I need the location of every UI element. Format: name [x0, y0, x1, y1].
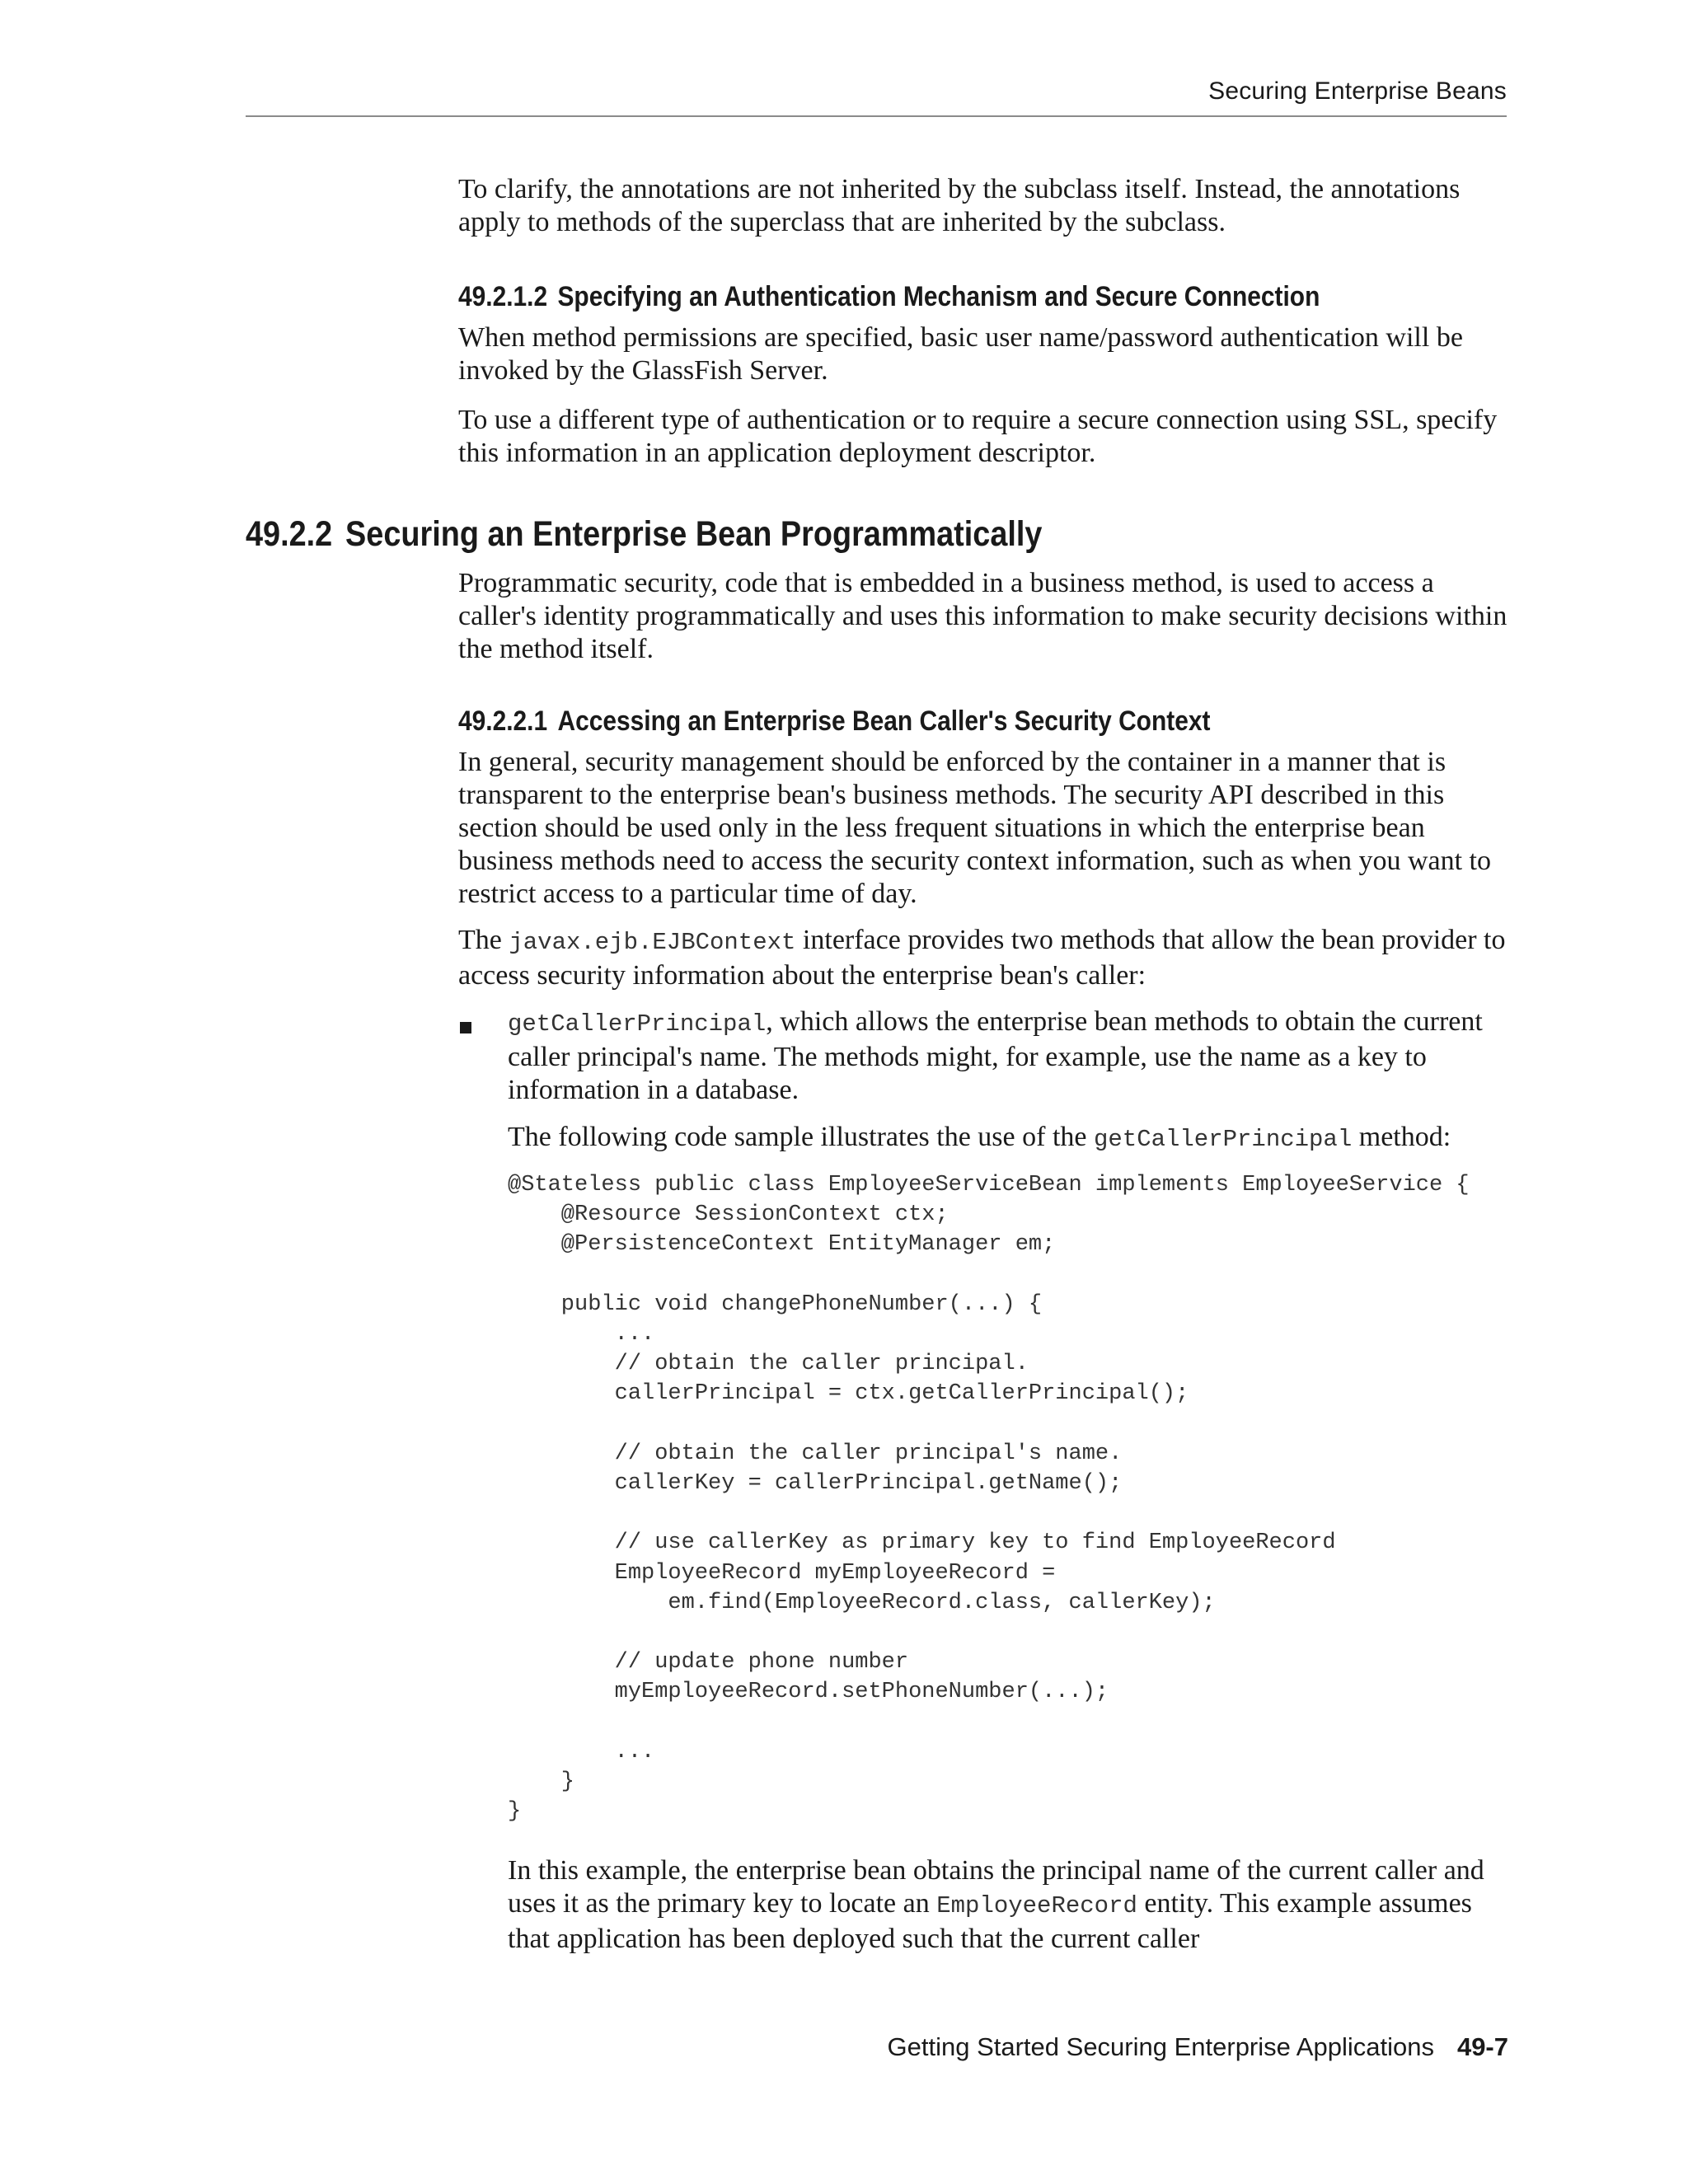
inline-code: EmployeeRecord: [936, 1892, 1137, 1919]
section-title: Accessing an Enterprise Bean Caller's Security Context: [557, 705, 1211, 737]
paragraph: In general, security management should be enforced by the container in a manner that is transparent to the enterprise bean's business methods. The security API described in this section should be used only in the less frequent situations in which the enterprise bean business methods need to access the security context information, such as when you want to restrict access to a particular time of day.: [458, 747, 1491, 909]
running-footer: [888, 2032, 1508, 2062]
intro-paragraph: To clarify, the annotations are not inherited by the subclass itself. Instead, the annotations apply to methods of the superclass that are inherited by the subclass.: [458, 174, 1461, 237]
bullet-icon: [460, 1022, 471, 1033]
section-heading-49-2-1-2: [458, 280, 1320, 313]
section-number: 49.2.2.1: [458, 705, 548, 737]
text-run: In this example, the enterprise bean obtains the principal name of the current caller and uses it as the primary key to locate an: [508, 1855, 1484, 1919]
page-number: 49-7: [1456, 2032, 1508, 2061]
paragraph: [458, 924, 1510, 992]
section-heading-49-2-2-1: [458, 705, 1210, 738]
running-header: [246, 69, 1507, 117]
paragraph: Programmatic security, code that is embedded in a business method, is used to access a caller's identity programmatically and uses this information to make security decisions within the method itself.: [458, 568, 1507, 664]
text-run: interface provides two methods that allow the bean provider to access security information about the enterprise bean's caller:: [458, 925, 1506, 991]
section-number: 49.2.1.2: [458, 281, 548, 312]
section-title: Specifying an Authentication Mechanism and Secure Connection: [557, 281, 1320, 312]
text-run: entity. This example assumes that application has been deployed such that the current caller: [508, 1888, 1472, 1954]
paragraph: When method permissions are specified, basic user name/password authentication will be invoked by the GlassFish Server.: [458, 322, 1463, 386]
paragraph: [508, 1121, 1510, 1156]
paragraph: To use a different type of authentication or to require a secure connection using SSL, specify this information in an application deployment descriptor.: [458, 405, 1498, 468]
section-heading-49-2-2: [246, 513, 1042, 555]
code-sample: @Stateless public class EmployeeServiceBean implements EmployeeService { @Resource SessionContext ctx; @PersistenceContext EntityManager em; public void changePhoneNumber(...) { ... // obtain the caller principal. callerPrincipal = ctx.getCallerPrincipal(); // obtain the caller principal's name. callerKey = callerPrincipal.getName(); // use callerKey as primary key to find EmployeeRecord EmployeeRecord myEmployeeRecord = em.find(EmployeeRecord.class, callerKey); // update phone number myEmployeeRecord.setPhoneNumber(...); ... } }: [508, 1173, 1470, 1825]
section-title: Securing an Enterprise Bean Programmatically: [345, 514, 1043, 554]
bullet-list-item: [508, 1005, 1510, 1107]
footer-title: Getting Started Securing Enterprise Applications: [887, 2032, 1434, 2061]
running-header-title: Securing Enterprise Beans: [1208, 77, 1507, 105]
section-number: 49.2.2: [246, 514, 333, 554]
text-run: , which allows the enterprise bean methods to obtain the current caller principal's name. The methods might, for example, use the name as a key to information in a database.: [508, 1006, 1483, 1105]
text-run: method:: [1352, 1122, 1451, 1152]
text-run: The: [458, 925, 509, 955]
inline-code: javax.ejb.EJBContext: [509, 929, 796, 956]
paragraph: [508, 1854, 1510, 1956]
inline-code: getCallerPrincipal: [1093, 1126, 1353, 1153]
inline-code: getCallerPrincipal: [508, 1010, 767, 1038]
text-run: The following code sample illustrates the use of the: [508, 1122, 1094, 1152]
